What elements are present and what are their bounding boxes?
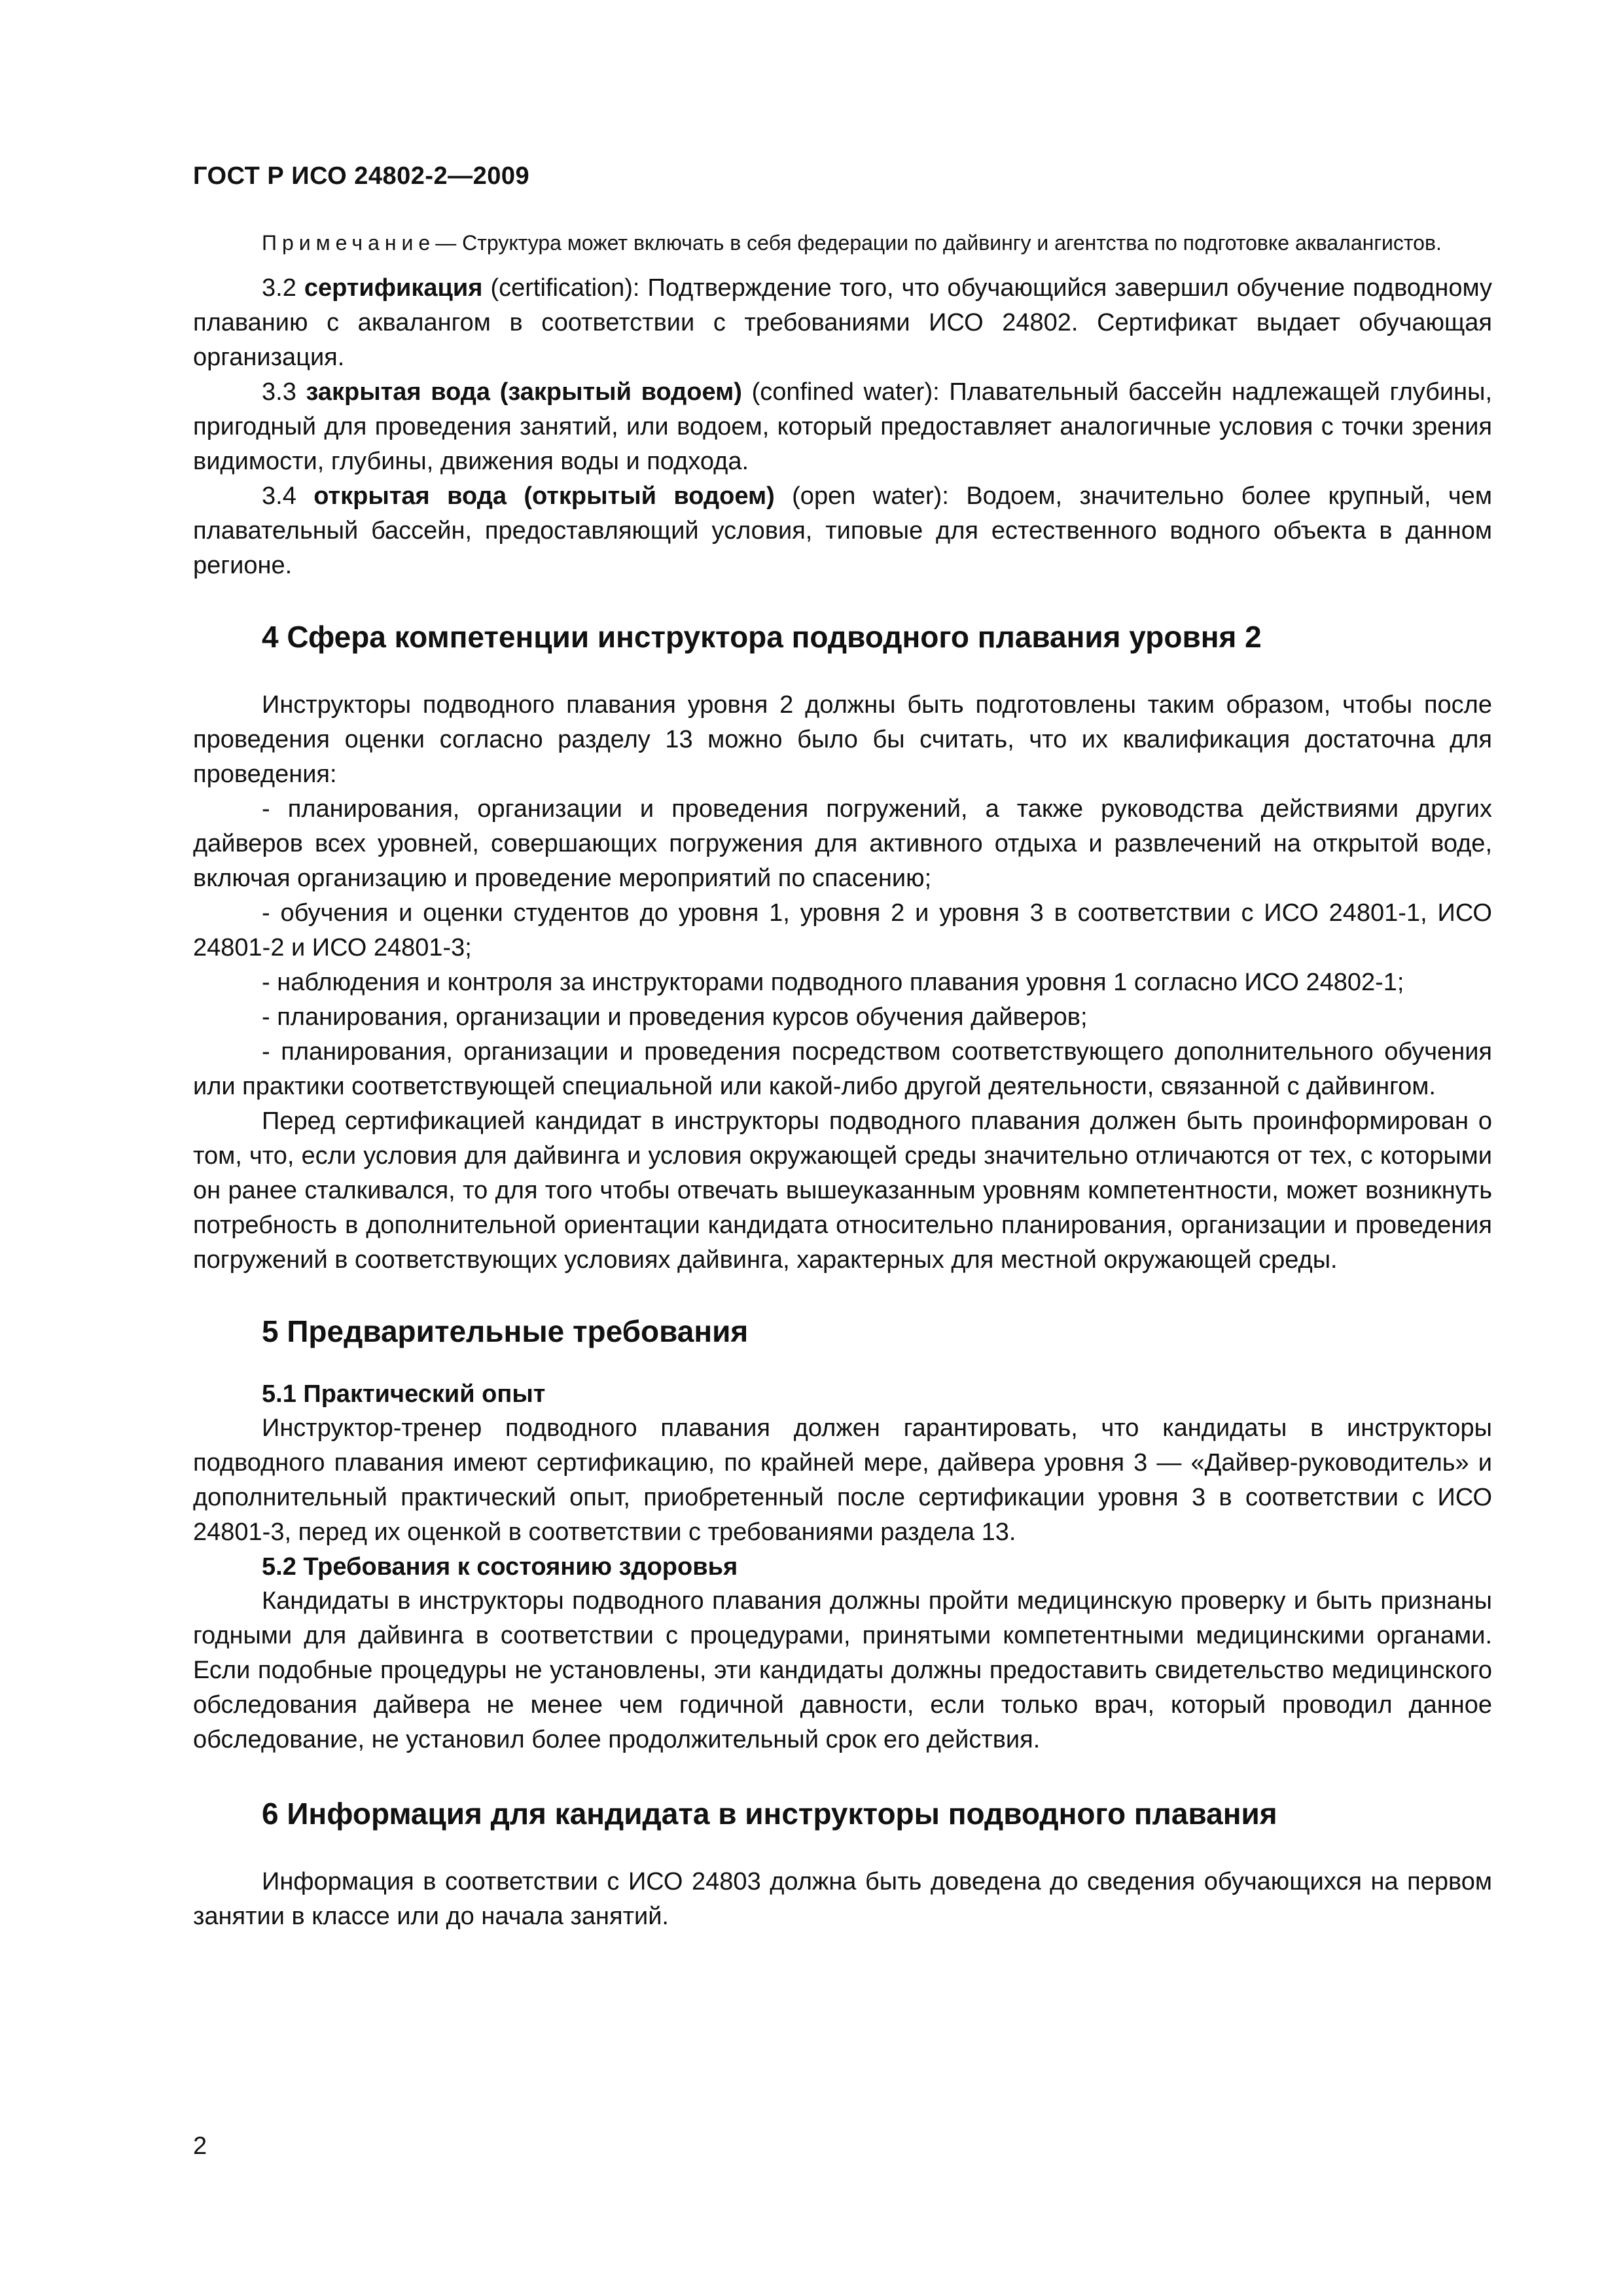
term-name: сертификация [304,274,483,302]
term-english: (confined water): [751,378,940,406]
section-4-list-item: - наблюдения и контроля за инструкторами подводного плавания уровня 1 согласно ИСО 24802-1; [262,969,1404,996]
subsection-5-2-text: Кандидаты в инструкторы подводного плавания должны пройти медицинскую проверку и быть признаны годными для дайвинга в соответствии с процедурами, принятыми компетентными медицинскими органами. Если подобные процедуры не установлены, эти кандидаты должны предоставить свидетельство медицинского обследования дайвера не менее чем годичной давности, если только врач, который проводил данное обследование, не установил более продолжительный срок его действия. [193,1587,1492,1753]
term-number: 3.4 [262,482,296,510]
subsection-5-1-text: Инструктор-тренер подводного плавания должен гарантировать, что кандидаты в инструкторы подводного плавания имеют сертификацию, по крайней мере, дайвера уровня 3 — «Дайвер-руководитель» и дополнительный практический опыт, приобретенный после сертификации уровня 3 в соответствии с ИСО 24801-3, перед их оценкой в соответствии с требованиями раздела 13. [193,1414,1492,1546]
term-definition: Плавательный бассейн надлежащей глубины, пригодный для проведения занятий, или водоем, который предоставляет аналогичные условия с точки зрения видимости, глубины, движения воды и подхода. [193,378,1493,475]
section-6-heading: 6 Информация для кандидата в инструкторы подводного плавания [262,1797,1277,1831]
section-4-list-item: - планирования, организации и проведения посредством соответствующего дополнительного обучения или практики соответствующей специальной или какой-либо другой деятельности, связанной с дайвингом. [193,1038,1492,1100]
section-4-heading: 4 Сфера компетенции инструктора подводного плавания уровня 2 [262,620,1262,654]
term-name: закрытая вода (закрытый водоем) [306,378,742,406]
term-3-2 [193,271,1492,375]
term-name: открытая вода (открытый водоем) [313,482,775,510]
subsection-5-2-heading: 5.2 Требования к состоянию здоровья [262,1553,738,1581]
term-definition: Подтверждение того, что обучающийся завершил обучение подводному плаванию с аквалангом в соответствии с требованиями ИСО 24802. Сертификат выдает обучающая организация. [193,274,1493,371]
note-text: — Структура может включать в себя федерации по дайвингу и агентства по подготовке аквалангистов. [435,231,1442,255]
subsection-5-1-heading: 5.1 Практический опыт [262,1380,546,1408]
term-definition: Водоем, значительно более крупный, чем плавательный бассейн, предоставляющий условия, типовые для естественного водного объекта в данном регионе. [193,482,1492,579]
note-label: Примечание [262,231,436,255]
section-4-list-item: - планирования, организации и проведения курсов обучения дайверов; [262,1003,1088,1031]
section-4-intro: Инструкторы подводного плавания уровня 2 должны быть подготовлены таким образом, чтобы после проведения оценки согласно разделу 13 можно было бы считать, что их квалификация достаточна для проведения: [193,691,1492,788]
section-6-text: Информация в соответствии с ИСО 24803 должна быть доведена до сведения обучающихся на первом занятии в классе или до начала занятий. [193,1868,1492,1930]
term-english: (certification): [490,274,640,302]
section-4-closing: Перед сертификацией кандидат в инструкторы подводного плавания должен быть проинформирован о том, что, если условия для дайвинга и условия окружающей среды значительно отличаются от тех, с которыми он ранее сталкивался, то для того чтобы отвечать вышеуказанным уровням компетентности, может возникнуть потребность в дополнительной ориентации кандидата относительно планирования, организации и проведения погружений в соответствующих условиях дайвинга, характерных для местной окружающей среды. [193,1107,1492,1274]
document-code-header: ГОСТ Р ИСО 24802-2—2009 [193,162,530,190]
term-english: (open water): [792,482,949,510]
term-number: 3.3 [262,378,296,406]
page-number: 2 [193,2132,207,2160]
page-content [193,229,1492,1934]
term-3-3 [193,375,1492,479]
term-number: 3.2 [262,274,296,302]
section-5-heading: 5 Предварительные требования [262,1314,749,1348]
note-paragraph [193,229,1492,257]
section-4-list-item: - планирования, организации и проведения погружений, а также руководства действиями других дайверов всех уровней, совершающих погружения для активного отдыха и развлечений на открытой воде, включая организацию и проведение мероприятий по спасению; [193,795,1492,892]
term-3-4 [193,479,1492,583]
section-4-list-item: - обучения и оценки студентов до уровня 1, уровня 2 и уровня 3 в соответствии с ИСО 24801-1, ИСО 24801-2 и ИСО 24801-3; [193,899,1492,961]
